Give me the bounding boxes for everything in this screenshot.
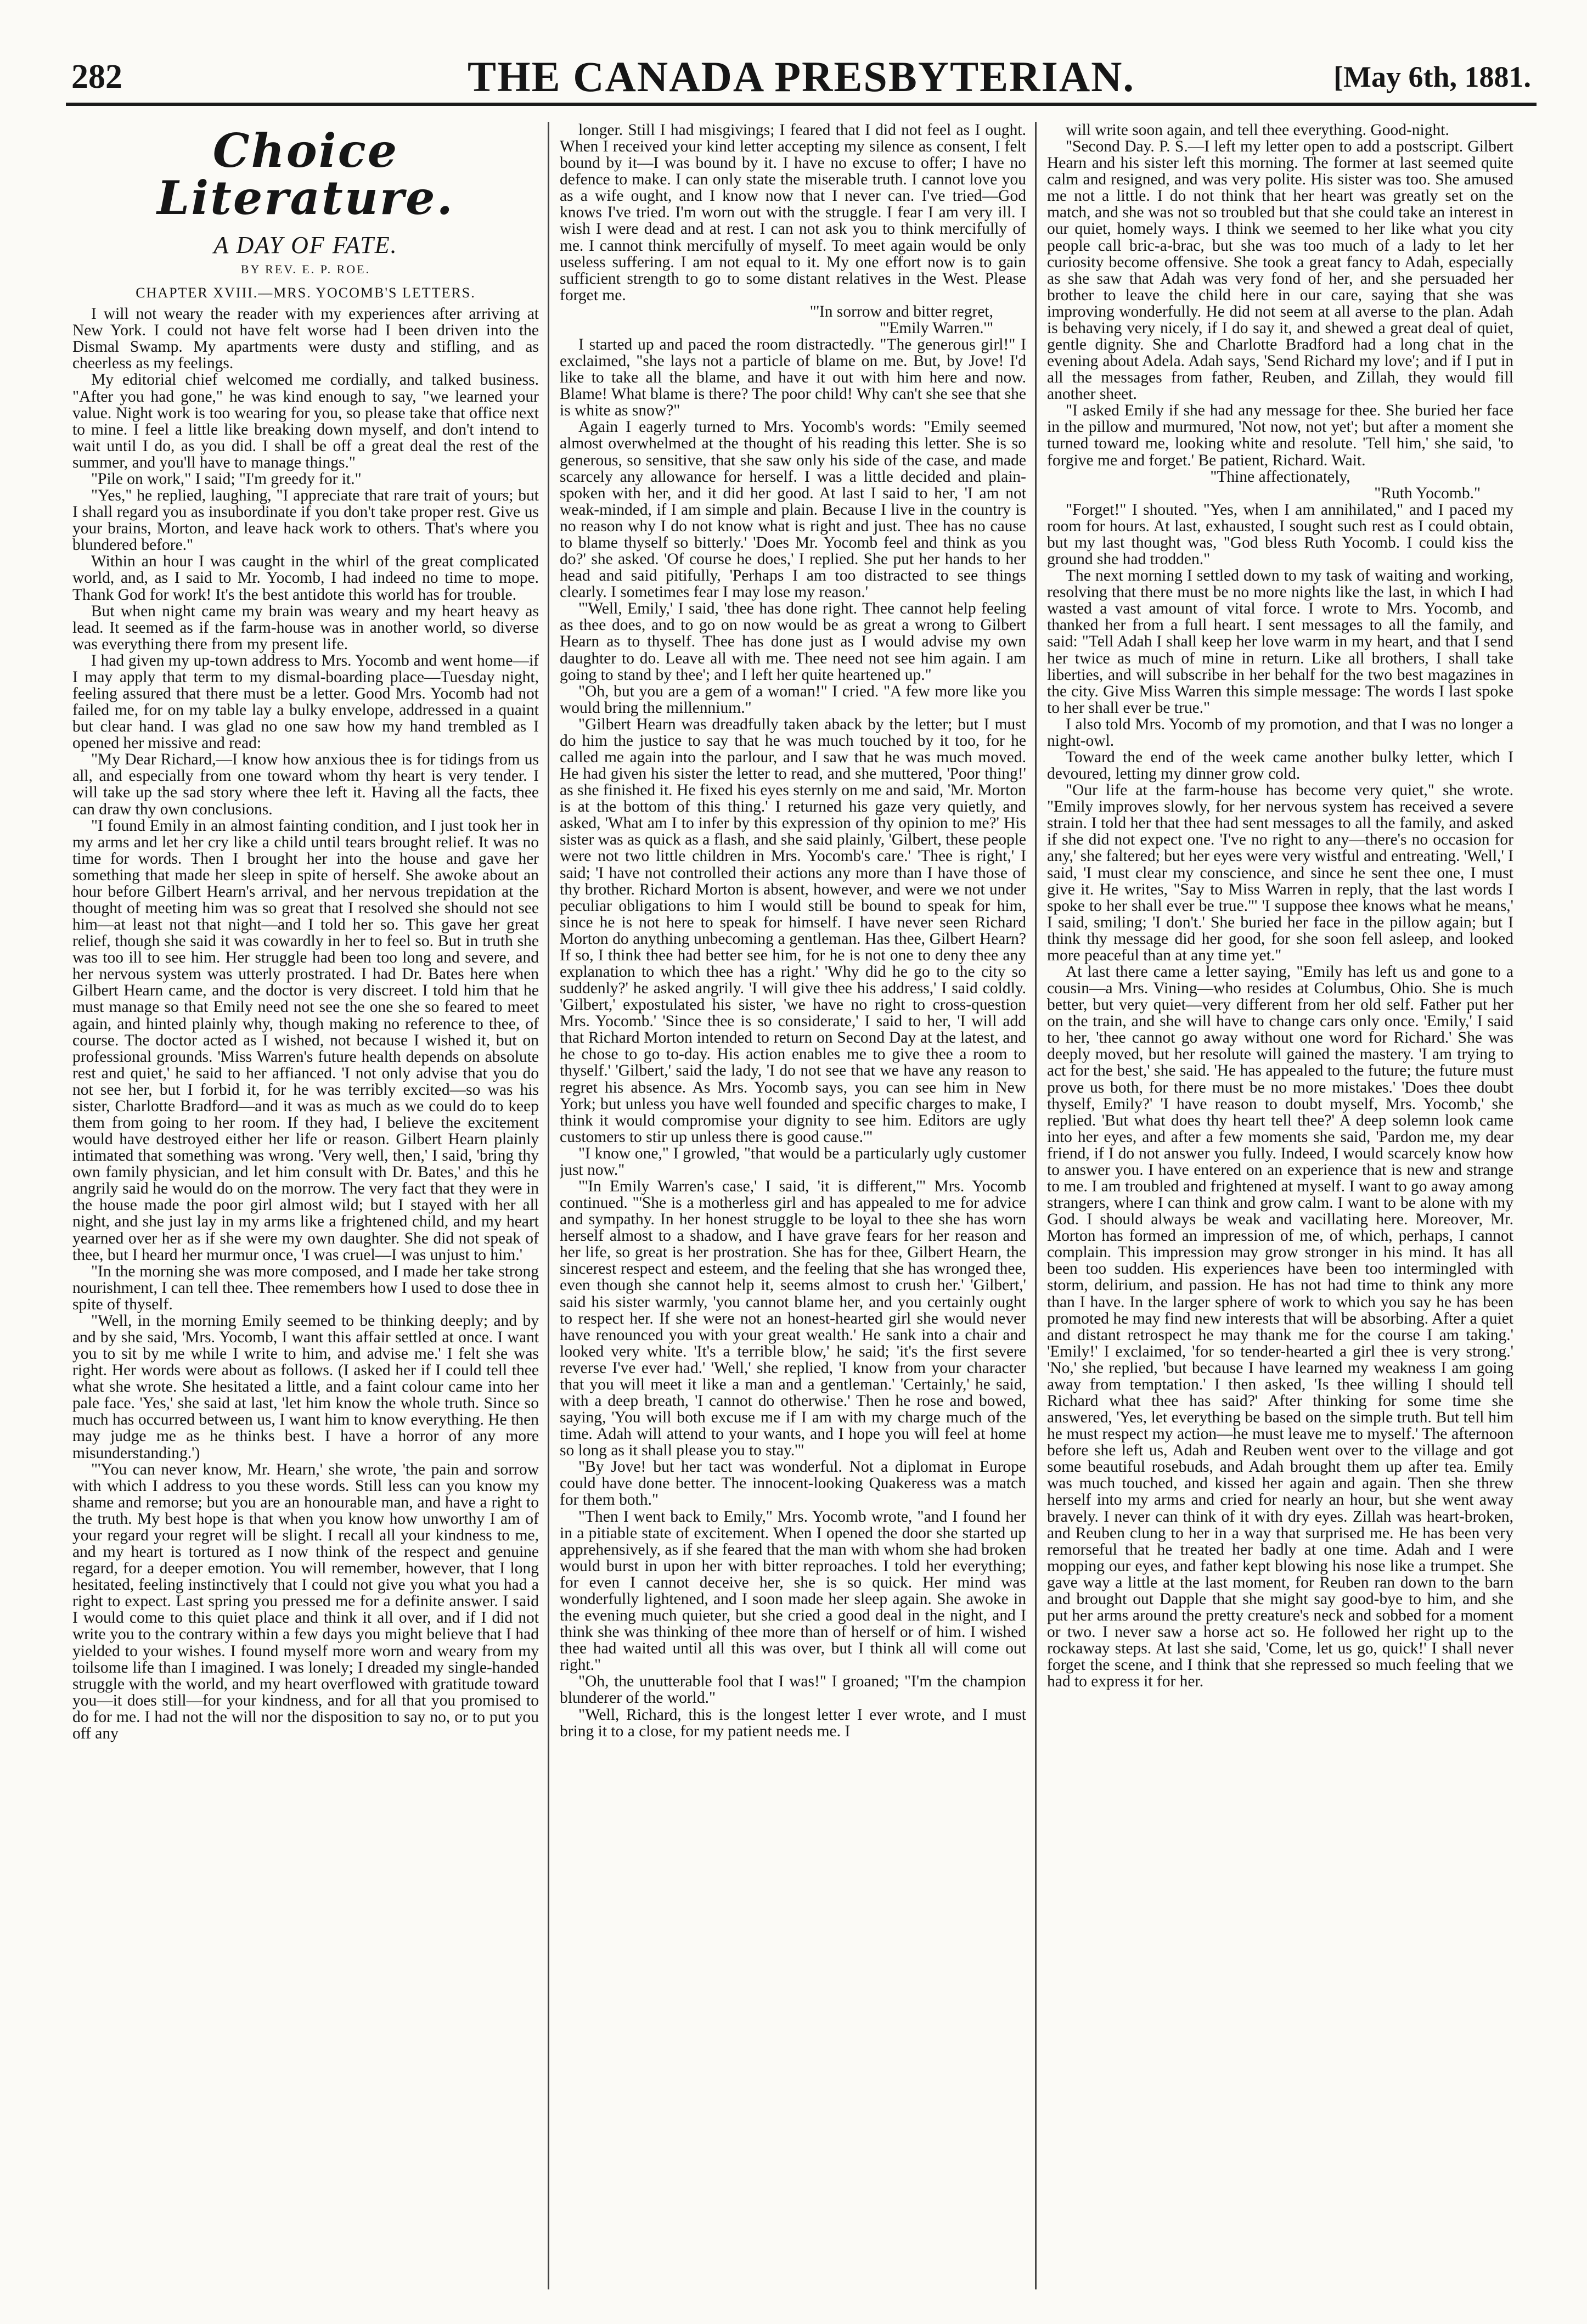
column-1 [72,122,539,2289]
column-rule [1035,122,1037,2289]
section-heading: Choice Literature. [157,123,454,225]
paragraph: My editorial chief welcomed me cordially, and talked business. "After you had gone," he was kind enough to say, "we learned your value. Night work is too wearing for you, so please take that office next to mine. I feel a little like breaking down myself, and don't intend to wait until I do, as you did. I shall be off a great deal the rest of the summer, and you'll have to manage things." [72,371,539,471]
paragraph: "Oh, the unutterable fool that I was!" I groaned; "I'm the champion blunderer of the world." [560,1673,1026,1707]
paragraph: "Yes," he replied, laughing, "I appreciate that rare trait of yours; but I shall regard you as insubordinate if you don't take proper rest. Give us your brains, Morton, and leave hack work to others. That's where you blundered before." [72,487,539,554]
paragraph: "Second Day. P. S.—I left my letter open to add a postscript. Gilbert Hearn and his sister left this morning. The former at last seemed quite calm and resigned, and was very polite. His sister was too. She amused me not a little. I do not think that her heart was greatly set on the match, and she was not so troubled but that she could take an interest in our quiet, homely ways. I think we seemed to her like what you city people call bric-a-brac, but she was too much of a lady to let her curiosity become offensive. She took a great fancy to Adah, especially as she saw that Adah was very fond of her, and she persuaded her brother to leave the child here in our care, saying that she was improving wonderfully. He did not seem at all averse to the plan. Adah is behaving very nicely, if I do say it, and shewed a great deal of quiet, gentle dignity. She and Charlotte Bradford had a long chat in the evening about Adela. Adah says, 'Send Richard my love'; and if I put in all the messages from father, Reuben, and Zillah, they would fill another sheet. [1047,138,1513,403]
paragraph: The next morning I settled down to my task of waiting and working, resolving that there must be no more nights like the last, in which I had wasted a vast amount of vital force. I wrote to Mrs. Yocomb, and thanked her from a full heart. I sent messages to all the family, and said: "Tell Adah I shall keep her love warm in my heart, and that I send her twice as much of mine in return. Like all brothers, I shall take liberties, and will subscribe in her behalf for the two best magazines in the city. Give Miss Warren this simple message: The words I last spoke to her shall ever be true." [1047,567,1513,717]
column-3 [1047,122,1513,2289]
story-title: A DAY OF FATE. [213,232,398,259]
paragraph: "My Dear Richard,—I know how anxious thee is for tidings from us all, and especially from one toward whom thy heart is very tender. I will take up the sad story where thee left it. Having all the facts, thee can draw thy own conclusions. [72,751,539,818]
letter-closing: "Thine affectionately, [1210,468,1350,486]
paragraph: "Well, in the morning Emily seemed to be thinking deeply; and by and by she said, 'Mrs. Yocomb, I want this affair settled at once. I want you to sit by me while I write to him, and advise me.' I felt she was right. Her words were about as follows. (I asked her if I could tell thee what she wrote. She hesitated a little, and a faint colour came into her pale face. 'Yes,' she said at last, 'let him know the whole truth. Since so much has occurred between us, I want him to know everything. He then may judge me as he thinks best. I have a horror of any more misunderstanding.') [72,1312,539,1462]
byline: BY REV. E. P. ROE. [240,262,371,277]
paragraph: "I asked Emily if she had any message for thee. She buried her face in the pillow and murmured, 'Not now, not yet'; but after a moment she turned toward me, looking white and resolute. 'Tell him,' she said, 'to forgive me and forget.' Be patient, Richard. Wait. [1047,402,1513,469]
paragraph: At last there came a letter saying, "Emily has left us and gone to a cousin—a Mrs. Vining—who resides at Columbus, Ohio. She is much better, but very quiet—very different from her old self. Father put her on the train, and she will have to change cars only once. 'Emily,' I said to her, 'thee cannot go away without one word for Richard.' She was deeply moved, but her resolute will gained the mastery. 'I am trying to act for the best,' she said. 'He has appealed to the future; the future must prove us both, for there must be no more mistakes.' 'Does thee doubt thyself, Emily?' 'I have reason to doubt myself, Mrs. Yocomb,' she replied. 'But what does thy heart tell thee?' A deep solemn look came into her eyes, and after a few moments she said, 'Pardon me, my dear friend, if I do not answer you fully. Indeed, I would scarcely know how to answer you. I have entered on an experience that is new and strange to me. I am troubled and frightened at myself. I want to go away among strangers, where I can think and grow calm. I want to be alone with my God. I should always be weak and vacillating here. Moreover, Mr. Morton has formed an impression of me, of which, perhaps, I cannot complain. This impression may grow stronger in his mind. It has all been too sudden. His experiences have been too intermingled with storm, delirium, and passion. He has not had time to think any more than I have. In the larger sphere of work to which you say he has been promoted he may find new interests that will be absorbing. After a quiet and distant retrospect he may thank me for the course I am taking.' 'Emily!' I exclaimed, 'for so tender-hearted a girl thee is very strong.' 'No,' she replied, 'but because I have learned my weakness I am going away from temptation.' I then asked, 'Is thee willing I should tell Richard what thee has said?' After thinking for some time she answered, 'Yes, let everything be based on the simple truth. But tell him he must respect my action—he must leave me to myself.' The afternoon before she left us, Adah and Reuben went over to the village and got some beautiful rosebuds, and Adah brought them up after tea. Emily was much touched, and kissed her again and again. Then she threw herself into my arms and cried for nearly an hour, but she went away bravely. I never can think of it with dry eyes. Zillah was heart-broken, and Reuben clung to her in a way that surprised me. He has been very remorseful that he treated her badly at one time. Adah and I were mopping our eyes, and father kept blowing his nose like a trumpet. She gave way a little at the last moment, for Reuben ran down to the barn and brought out Dapple that she might say good-bye to him, and she put her arms around the pretty creature's neck and sobbed for a moment or two. I never saw a horse act so. He followed her right up to the rockaway steps. At last she said, 'Come, let us go, quick!' I shall never forget the scene, and I think that she repressed so much feeling that we had to express it for her. [1047,963,1513,1691]
paragraph: "Well, Richard, this is the longest letter I ever wrote, and I must bring it to a close, for my patient needs me. I [560,1706,1026,1740]
masthead-title: THE CANADA PRESBYTERIAN. [467,53,1135,100]
column-2 [560,122,1026,2289]
paragraph: longer. Still I had misgivings; I feared that I did not feel as I ought. When I received your kind letter accepting my silence as consent, I felt bound by it—I was bound by it. I have no excuse to offer; I have no defence to make. I can only state the miserable truth. I cannot love you as a wife ought, and I know now that I never can. I've tried—God knows I've tried. I'm worn out with the struggle. I fear I am very ill. I wish I were dead and at rest. I can not ask you to think mercifully of me. I cannot think mercifully of myself. To meet again would be only useless suffering. I am not equal to it. My one effort now is to gain sufficient strength to go to some distant relatives in the West. Please forget me. [560,122,1026,304]
letter-signature: "'Emily Warren.'" [879,319,993,337]
letter-signature: "Ruth Yocomb." [1374,484,1481,502]
paragraph: Toward the end of the week came another bulky letter, which I devoured, letting my dinner grow cold. [1047,748,1513,783]
paragraph: But when night came my brain was weary and my heart heavy as lead. It seemed as if the farm-house was in another world, so diverse was everything there from my present life. [72,602,539,653]
letter-closing: "'In sorrow and bitter regret, [809,302,993,320]
paragraph: will write soon again, and tell thee everything. Good-night. [1066,122,1449,139]
paragraph: "I know one," I growled, "that would be a particularly ugly customer just now." [560,1144,1026,1179]
paragraph: I also told Mrs. Yocomb of my promotion, and that I was no longer a night-owl. [1047,715,1513,750]
issue-date: [May 6th, 1881. [1333,60,1531,93]
paragraph: "'In Emily Warren's case,' I said, 'it is different,'" Mrs. Yocomb continued. "'She is a motherless girl and has appealed to me for advice and sympathy. In her honest struggle to be loyal to thee she has worn herself almost to a shadow, and I have grave fears for her reason and her life, so great is her prostration. She has for thee, Gilbert Hearn, the sincerest respect and esteem, and the feeling that she has wronged thee, even though she cannot help it, seems almost to crush her.' 'Gilbert,' said his sister warmly, 'you cannot blame her, and you certainly ought to respect her. If she were not an honest-hearted girl she would never have renounced you with your great wealth.' He sank into a chair and looked very white. 'It's a terrible blow,' he said; 'it's the first severe reverse I've ever had.' 'Well,' she replied, 'I know from your character that you will meet it like a man and a gentleman.' 'Certainly,' he said, with a deep breath, 'I cannot do otherwise.' Then he rose and bowed, saying, 'You will both excuse me if I am with my charge much of the time. Adah will attend to your wants, and I hope you will feel at home so long as it shall please you to stay.'" [560,1178,1026,1460]
paragraph: "Oh, but you are a gem of a woman!" I cried. "A few more like you would bring the millennium." [560,682,1026,717]
paragraph: "Forget!" I shouted. "Yes, when I am annihilated," and I paced my room for hours. At last, exhausted, I sought such rest as I could obtain, but my last thought was, "God bless Ruth Yocomb. I could kiss the ground she had trodden." [1047,500,1513,569]
paragraph: "Gilbert Hearn was dreadfully taken aback by the letter; but I must do him the justice to say that he was much touched by it too, for he called me again into the parlour, and I saw that he was much moved. He had given his sister the letter to read, and she muttered, 'Poor thing!' as she finished it. He fixed his eyes sternly on me and said, 'Mr. Morton is at the bottom of this thing.' I returned his gaze very quietly, and asked, 'What am I to infer by this expression of thy opinion to me?' His sister was as quick as a flash, and she said plainly, 'Gilbert, these people were not two little children in Mrs. Yocomb's care.' 'Thee is right,' I said; 'I have not controlled their actions any more than I have those of thy brother. Richard Morton is absent, however, and were we not under peculiar obligations to him I would still be bound to speak for him, since he is not here to speak for himself. I have never seen Richard Morton do anything unbecoming a gentleman. Has thee, Gilbert Hearn? If so, I think thee had better see him, for he is not one to deny thee any explanation to which thee has a right.' 'Why did he go to the city so suddenly?' he asked angrily. 'I will give thee his address,' I said coldly. 'Gilbert,' expostulated his sister, 'we have no right to cross-question Mrs. Yocomb.' 'Since thee is so considerate,' I said to her, 'I will add that Richard Morton intended to return on Second Day at the latest, and he chose to go to-day. His action enables me to give thee a room to thyself.' 'Gilbert,' said the lady, 'I do not see that we have any reason to regret his absence. As Mrs. Yocomb says, you can see him in New York; but unless you have well founded and specific charges to make, I think it would compromise your dignity to see him. Editors are ugly customers to stir up unless there is good cause.'" [560,715,1026,1146]
page-number: 282 [71,58,122,95]
paragraph: "'You can never know, Mr. Hearn,' she wrote, 'the pain and sorrow with which I address to you these words. Still less can you know my shame and remorse; but you are an honourable man, and have a right to the truth. My best hope is that when you know how unworthy I am of your regard your regret will be slight. I recall all your kindness to me, and my heart is tortured as I now think of the respect and genuine regard, for a deeper emotion. You will remember, however, that I long hesitated, feeling instinctively that I could not give you what you had a right to expect. Last spring you pressed me for a definite answer. I said I would come to this quiet place and think it all over, and if I did not write you to the contrary within a few days you might believe that I had yielded to your wishes. I found myself more worn and weary from my toilsome life than I imagined. I was lonely; I dreaded my single-handed struggle with the world, and my heart overflowed with gratitude toward you—it does still—for your kindness, and for all that you promised to do for me. I had not the will nor the disposition to say no, or to put you off any [72,1460,539,1742]
column-rule [548,122,549,2289]
paragraph: "I found Emily in an almost fainting condition, and I just took her in my arms and let her cry like a child until tears brought relief. It was no time for words. Then I brought her into the house and gave her something that made her sleep in spite of herself. She awoke about an hour before Gilbert Hearn's arrival, and her nervous trepidation at the thought of meeting him was so great that I resolved she should not see him—at least not that night—and I told her so. This gave her great relief, though she said it was cowardly in her to feel so. But in truth she was too ill to see him. Her struggle had been too long and severe, and her nervous system was utterly prostrated. I had Dr. Bates here when Gilbert Hearn came, and the doctor is very discreet. I told him that he must manage so that Emily need not see the one she so feared to meet again, and hinted plainly why, though making no reference to thee, of course. The doctor acted as I wished, not because I wished it, but on professional grounds. 'Miss Warren's future health depends on absolute rest and quiet,' he said to her affianced. 'I not only advise that you do not see her, but I forbid it, for he was terribly excited—so was his sister, Charlotte Bradford—and it was as much as we could do to keep them from going to her room. If they had, I believe the excitement would have destroyed either her life or reason. Gilbert Hearn plainly intimated that something was wrong. 'Very well, then,' I said, 'bring thy own family physician, and let him consult with Dr. Bates,' and this he angrily said he would do on the morrow. The very fact that they were in the house made the poor girl almost wild; but I stayed with her all night, and she just lay in my arms like a frightened child, and my heart yearned over her as if she were my own daughter. She did not speak of thee, but I heard her murmur once, 'I was cruel—I was unjust to him.' [72,817,539,1264]
paragraph: "Our life at the farm-house has become very quiet," she wrote. "Emily improves slowly, for her nervous system has received a severe strain. I told her that thee had sent messages to all the family, and asked if she did not expect one. 'I've no right to any—there's no occasion for any,' she faltered; but her eyes were very wistful and entreating. 'Well,' I said, 'I must clear my conscience, and since he sent thee one, I must give it. He writes, "Say to Miss Warren in reply, that the last words I spoke to her shall ever be true."' 'I suppose thee knows what he means,' I said, smiling; 'I don't.' She buried her face in the pillow again; but I think thy message did her good, for she soon fell asleep, and looked more peaceful than at any time yet." [1047,781,1513,964]
paragraph: "Then I went back to Emily," Mrs. Yocomb wrote, "and I found her in a pitiable state of excitement. When I opened the door she started up apprehensively, as if she feared that the man with whom she had broken would burst in upon her with bitter reproaches. I told her everything; for even I cannot deceive her, she is so quick. Her mind was wonderfully lightened, and I soon made her sleep again. She awoke in the evening much quieter, but she cried a good deal in the night, and I think she was thinking of thee more than of herself or of him. I wished thee had waited until all this was over, but I think all will come out right." [560,1507,1026,1674]
paragraph: "In the morning she was more composed, and I made her take strong nourishment, I can tell thee. Thee remembers how I used to dose thee in spite of thyself. [72,1262,539,1313]
paragraph: "Pile on work," I said; "I'm greedy for it." [91,470,362,488]
paragraph: "By Jove! but her tact was wonderful. Not a diplomat in Europe could have done better. The innocent-looking Quakeress was a match for them both." [560,1458,1026,1509]
paragraph: I had given my up-town address to Mrs. Yocomb and went home—if I may apply that term to my dismal-boarding place—Tuesday night, feeling assured that there must be a letter. Good Mrs. Yocomb had not failed me, for on my table lay a bulky envelope, addressed in a quaint but clear hand. I was glad no one saw how my hand trembled as I opened her missive and read: [72,651,539,752]
paragraph: I started up and paced the room distractedly. "The generous girl!" I exclaimed, "she lays not a particle of blame on me. But, by Jove! I'd like to take all the blame, and have it out with him here and now. Blame! What blame is there? The poor child! Why can't she see that she is white as snow?" [560,336,1026,420]
running-head [66,52,1537,106]
paragraph: Within an hour I was caught in the whirl of the great complicated world, and, as I said to Mr. Yocomb, I had indeed no time to mope. Thank God for work! It's the best antidote this world has for trouble. [72,553,539,604]
paragraph: "'Well, Emily,' I said, 'thee has done right. Thee cannot help feeling as thee does, and to go on now would be as great a wrong to Gilbert Hearn as to thyself. Thee has done just as I would advise my own daughter to do. Leave all with me. Thee need not see him again. I am going to stand by thee'; and I left her quite heartened up." [560,600,1026,684]
paragraph: I will not weary the reader with my experiences after arriving at New York. I could not have felt worse had I been driven into the Dismal Swamp. My apartments were dusty and stifling, and as cheerless as my feelings. [72,305,539,373]
chapter-heading: CHAPTER XVIII.—MRS. YOCOMB'S LETTERS. [136,284,476,301]
paragraph: Again I eagerly turned to Mrs. Yocomb's words: "Emily seemed almost overwhelmed at the thought of his reading this letter. She is so generous, so sensitive, that she saw only his side of the case, and made scarcely any allowance for herself. I was a little decided and plain-spoken with her, and it did her good. At last I said to her, 'I am not weak-minded, if I am simple and plain. Because I live in the country is no reason why I do not know what is right and just. Thee has no cause to blame thyself so bitterly.' 'Does Mr. Yocomb feel and think as you do?' she asked. 'Of course he does,' I replied. She put her hands to her head and said pitifully, 'Perhaps I am too distracted to see things clearly. I sometimes fear I may lose my reason.' [560,418,1026,601]
